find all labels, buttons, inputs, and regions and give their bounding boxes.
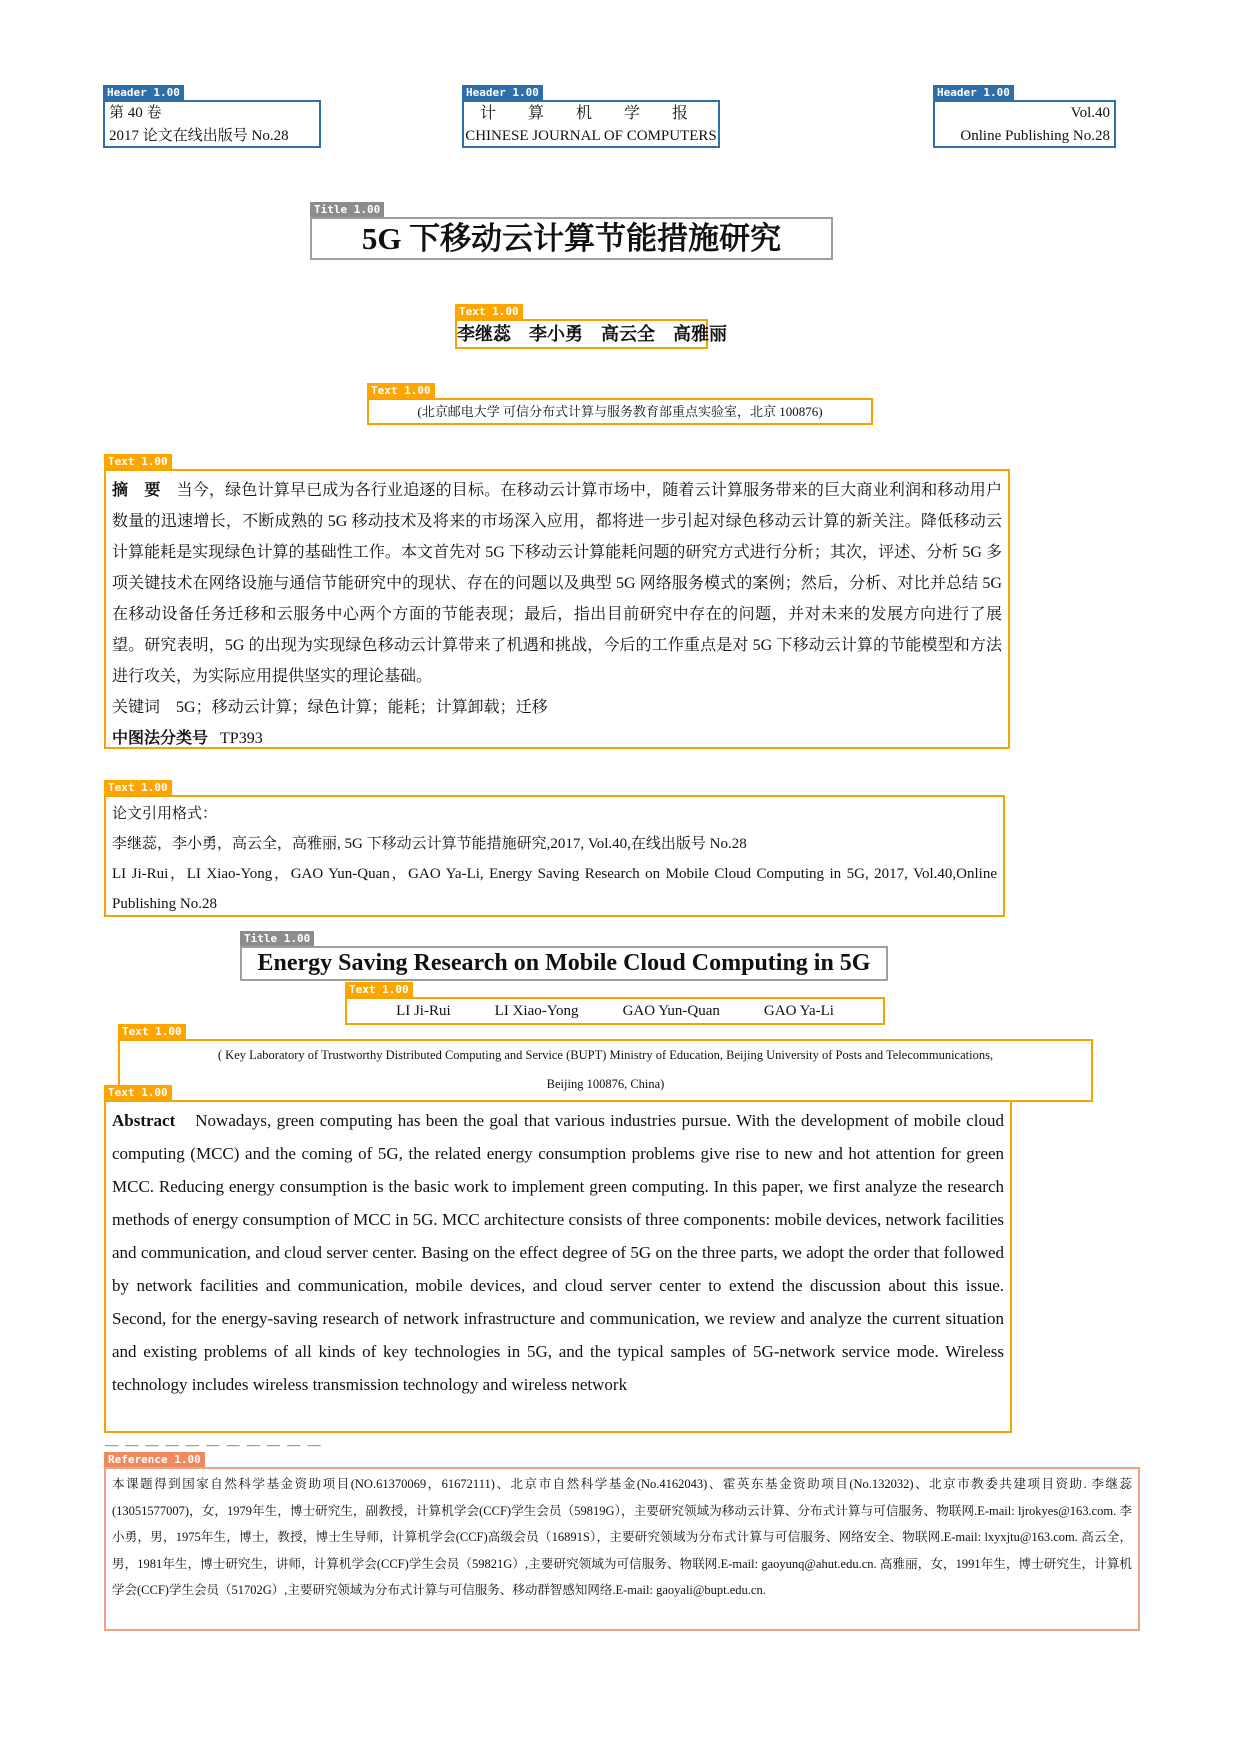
affiliation-cn-box	[367, 384, 873, 425]
abstract-en-text: Nowadays, green computing has been the goal that various industries pursue. With the development of mobile cloud computing (MCC) and the coming of 5G, the related energy consumption problems give rise to new and hot attention for green MCC. Reducing energy consumption is the basic work to implement green computing. In this paper, we first analyze the research methods of energy consumption of MCC in 5G. MCC architecture consists of three components: mobile devices, network facilities and communication, and cloud server center. Basing on the effect degree of 5G on the three parts, we adopt the order that followed by network facilities and communication, mobile devices, and cloud server center to extend the discussion about this issue. Second, for the energy-saving research of network infrastructure and communication, we review and analyze the current situation and existing problems of all kinds of key technologies in 5G, and the typical samples of 5G-network service mode. Wireless technology includes wireless transmission technology and wireless network	[112, 1111, 1004, 1394]
annotation-label-text: Text 1.00	[104, 454, 172, 469]
volume-en: Vol.40	[1070, 105, 1110, 121]
affiliation-en-line2: Beijing 100876, China)	[546, 1077, 665, 1091]
abstract-cn-paragraph	[112, 475, 1002, 692]
clc-line	[112, 723, 1002, 754]
annotation-label-text: Text 1.00	[104, 1085, 172, 1100]
title-cn-box	[310, 203, 833, 260]
keywords-text: 5G；移动云计算；绿色计算；能耗；计算卸载；迁移	[176, 699, 548, 716]
affiliation-en-box	[118, 1025, 1093, 1102]
abstract-cn-text: 当今，绿色计算早已成为各行业追逐的目标。在移动云计算市场中，随着云计算服务带来的巨大商业利润和移动用户数量的迅速增长，不断成熟的 5G 移动技术及将来的市场深入应用，都将进一步引起对绿色移动云计算的新关注。降低移动云计算能耗是实现绿色计算的基础性工作。本文首先对 5G 下移动云计算能耗问题的研究方式进行分析；其次，评述、分析 5G 多项关键技术在网络设施与通信节能研究中的现状、存在的问题以及典型 5G 网络服务模式的案例；然后，分析、对比并总结 5G 在移动设备任务迁移和云服务中心两个方面的节能表现；最后，指出目前研究中存在的问题，并对未来的发展方向进行了展望。研究表明，5G 的出现为实现绿色移动云计算带来了机遇和挑战，今后的工作重点是对 5G 下移动云计算的节能模型和方法进行攻关，为实际应用提供坚实的理论基础。	[112, 482, 1002, 685]
volume-cn: 第 40 卷	[109, 105, 162, 121]
citation-cn: 李继蕊，李小勇，高云全，高雅丽, 5G 下移动云计算节能措施研究,2017, Vol.40,在线出版号 No.28	[112, 836, 747, 852]
reference-box	[104, 1453, 1140, 1631]
clc-number: TP393	[220, 730, 263, 747]
footnote-separator: — — — — — — — — — — —	[105, 1437, 323, 1452]
paper-title-en: Energy Saving Research on Mobile Cloud Computing in 5G	[257, 950, 871, 976]
online-publishing-cn: 2017 论文在线出版号 No.28	[109, 128, 289, 144]
annotation-label-header: Header 1.00	[103, 85, 184, 100]
annotation-label-header: Header 1.00	[462, 85, 543, 100]
annotation-label-header: Header 1.00	[933, 85, 1014, 100]
header-center-box	[462, 86, 720, 148]
annotation-label-text: Text 1.00	[455, 304, 523, 319]
title-en-box	[240, 932, 888, 981]
abstract-cn-box	[104, 455, 1010, 749]
citation-heading: 论文引用格式：	[112, 806, 218, 822]
journal-name-en: CHINESE JOURNAL OF COMPUTERS	[465, 128, 717, 144]
author-en: LI Ji-Rui	[396, 1003, 451, 1019]
abstract-en-label: Abstract	[112, 1111, 176, 1130]
keywords-label: 关键词	[112, 699, 161, 716]
citation-box	[104, 781, 1005, 917]
header-left-box	[103, 86, 321, 148]
abstract-en-paragraph	[112, 1104, 1004, 1401]
header-right-box	[933, 86, 1116, 148]
annotation-label-text: Text 1.00	[118, 1024, 186, 1039]
author-en: GAO Yun-Quan	[622, 1003, 720, 1019]
online-publishing-en: Online Publishing No.28	[960, 128, 1110, 144]
abstract-cn-label: 摘 要	[112, 482, 161, 499]
keywords-line	[112, 692, 1002, 723]
annotation-label-title: Title 1.00	[240, 931, 314, 946]
annotation-label-title: Title 1.00	[310, 202, 384, 217]
paper-title-cn: 5G 下移动云计算节能措施研究	[361, 221, 782, 256]
clc-label: 中图法分类号	[112, 730, 209, 747]
annotation-label-text: Text 1.00	[367, 383, 435, 398]
authors-en-box	[345, 983, 885, 1025]
author-en: GAO Ya-Li	[763, 1003, 834, 1019]
authors-cn: 李继蕊 李小勇 高云全 高雅丽	[457, 324, 727, 344]
annotation-label-reference: Reference 1.00	[104, 1452, 205, 1467]
citation-en: LI Ji-Rui，LI Xiao-Yong，GAO Yun-Quan，GAO Ya-Li, Energy Saving Research on Mobile Cloud Computing in 5G, 2017, Vol.40,Online Publishing No.28	[112, 866, 997, 912]
journal-name-cn: 计 算 机 学 报	[479, 105, 702, 122]
abstract-en-box	[104, 1086, 1012, 1433]
affiliation-en-line1: ( Key Laboratory of Trustworthy Distributed Computing and Service (BUPT) Ministry of Education, Beijing University of Posts and Telecommunications,	[217, 1048, 994, 1062]
author-en: LI Xiao-Yong	[494, 1003, 579, 1019]
authors-cn-box	[455, 305, 727, 349]
funding-and-bio-text: 本课题得到国家自然科学基金资助项目(NO.61370069，61672111)、北京市自然科学基金(No.4162043)、霍英东基金资助项目(No.132032)、北京市教委共建项目资助. 李继蕊(13051577007)，女，1979年生，博士研究生，副教授，计算机学会(CCF)学生会员（59819G），主要研究领域为移动云计算、分布式计算与可信服务、物联网.E-mail: ljrokyes@163.com. 李小勇，男，1975年生，博士，教授，博士生导师，计算机学会(CCF)高级会员（16891S），主要研究领域为分布式计算与可信服务、网络安全、物联网.E-mail: lxyxjtu@163.com. 高云全，男，1981年生，博士研究生，讲师，计算机学会(CCF)学生会员（59821G）,主要研究领域为可信服务、物联网.E-mail: gaoyunq@ahut.edu.cn. 高雅丽，女，1991年生，博士研究生，计算机学会(CCF)学生会员（51702G）,主要研究领域为分布式计算与可信服务、移动群智感知网络.E-mail: gaoyali@bupt.edu.cn.	[112, 1477, 1132, 1597]
annotation-label-text: Text 1.00	[104, 780, 172, 795]
affiliation-cn: (北京邮电大学 可信分布式计算与服务教育部重点实验室，北京 100876)	[417, 404, 823, 419]
annotation-label-text: Text 1.00	[345, 982, 413, 997]
